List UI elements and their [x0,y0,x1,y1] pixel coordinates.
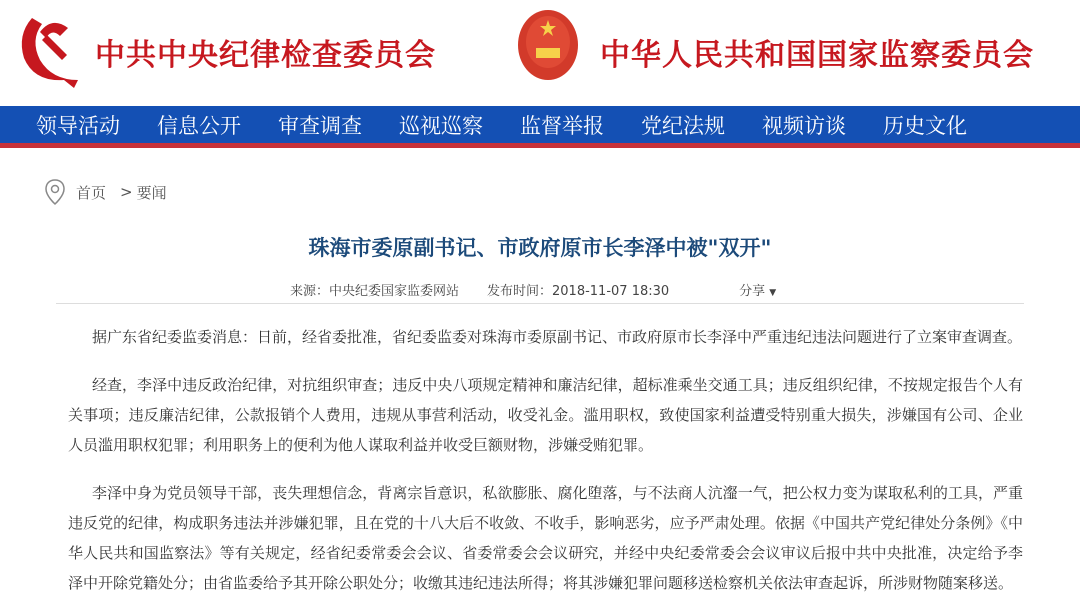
share-label: 分享 [739,284,766,299]
breadcrumb-separator: > [120,183,133,201]
nav-item[interactable]: 信息公开 [157,114,241,138]
nav-item[interactable]: 监督举报 [520,114,604,138]
org-name-nsc: 中华人民共和国国家监察委员会 [600,38,1034,73]
paragraph: 经查，李泽中违反政治纪律，对抗组织审查；违反中央八项规定精神和廉洁纪律，超标准乘坐交通工具；违反组织纪律，不按规定报告个人有关事项；违反廉洁纪律，公款报销个人费用，违规从事营利活动，收受礼金。滥用职权，致使国家利益遭受特别重大损失，涉嫌国有公司、企业人员滥用职权犯罪；利用职务上的便利为他人谋取利益并收受巨额财物，涉嫌受贿犯罪。 [68,376,1023,454]
location-pin-icon [44,178,66,206]
site-header [0,0,1080,105]
national-emblem-icon [516,8,580,82]
article-time: 发布时间：2018-11-07 18:30 [487,284,670,299]
breadcrumb-home[interactable]: 首页 [76,183,107,202]
article-meta [290,280,832,299]
nav-item[interactable]: 领导活动 [36,114,120,138]
nav-item[interactable]: 历史文化 [883,114,967,138]
main-nav [0,106,1080,148]
breadcrumb [44,178,167,206]
divider [56,303,1024,304]
nav-item[interactable]: 巡视巡察 [399,114,483,138]
breadcrumb-current[interactable]: 要闻 [136,183,167,202]
paragraph: 李泽中身为党员领导干部，丧失理想信念，背离宗旨意识，私欲膨胀、腐化堕落，与不法商人沆瀣一气，把公权力变为谋取私利的工具，严重违反党的纪律，构成职务违法并涉嫌犯罪，且在党的十八大后不收敛、不收手，影响恶劣，应予严肃处理。依据《中国共产党纪律处分条例》《中华人民共和国监察法》等有关规定，经省纪委常委会会议、省委常委会会议研究，并经中央纪委常委会会议审议后报中共中央批准，决定给予李泽中开除党籍处分；由省监委给予其开除公职处分；收缴其违纪违法所得；将其涉嫌犯罪问题移送检察机关依法审查起诉，所涉财物随案移送。 [68,484,1023,592]
share-button[interactable] [739,280,804,299]
article-source: 来源：中央纪委国家监委网站 [290,284,460,299]
nav-item[interactable]: 视频访谈 [762,114,846,138]
chevron-down-icon: ▼ [769,288,777,298]
article-body [68,322,1023,616]
org-name-ccdi: 中共中央纪律检查委员会 [95,38,436,73]
nav-item[interactable]: 党纪法规 [641,114,725,138]
article-title: 珠海市委原副书记、市政府原市长李泽中被"双开" [308,236,772,260]
nav-item[interactable]: 审查调查 [278,114,362,138]
party-emblem-icon [12,10,82,90]
paragraph: 据广东省纪委监委消息：日前，经省委批准，省纪委监委对珠海市委原副书记、市政府原市长李泽中严重违纪违法问题进行了立案审查调查。 [92,328,1023,346]
